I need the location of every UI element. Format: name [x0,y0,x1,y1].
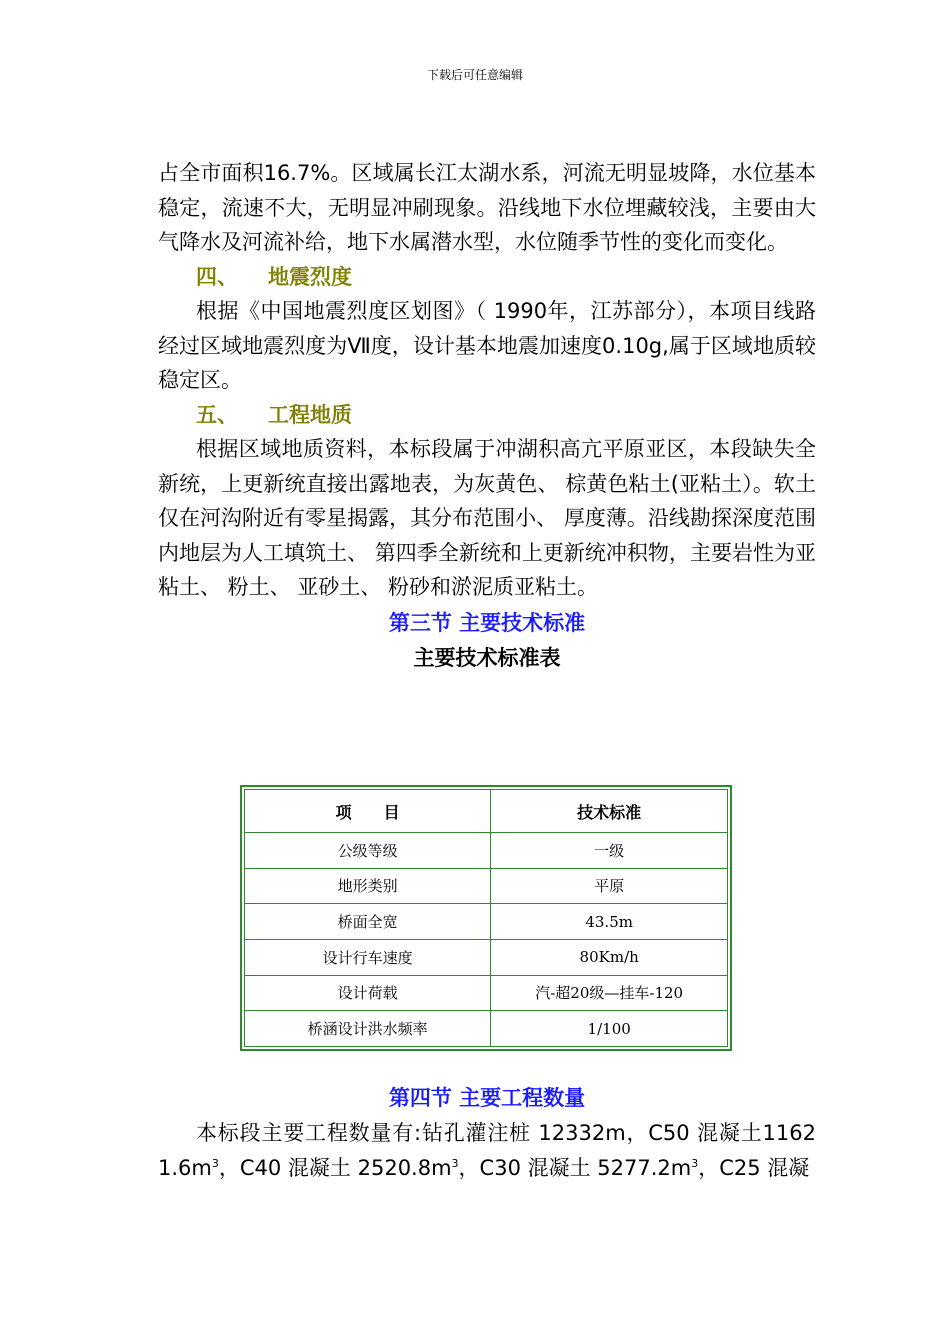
table-cell: 平原 [491,868,728,904]
table-row [245,1011,728,1047]
seismic-paragraph: 根据《中国地震烈度区划图》（ 1990年，江苏部分），本项目线路经过区域地震烈度为Ⅶ度，设计基本地震加速度0.10g,属于区域地质较稳定区。 [158,299,816,392]
table-header-row [245,790,728,833]
quantity-value: 2520.8m [357,1155,452,1180]
section-5-number: 五、 [196,402,238,427]
geology-paragraph: 根据区域地质资料，本标段属于冲湖积高亢平原亚区，本段缺失全新统，上更新统直接出露地表，为灰黄色、 棕黄色粘土(亚粘土）。软土仅在河沟附近有零星揭露，其分布范围小、 厚度薄。沿线勘探深度范围内地层为人工填筑土、 第四季全新统和上更新统冲积物，主要岩性为亚粘土、 粉土、 亚砂土、 粉砂和淤泥质亚粘土。 [158,437,816,599]
section-4-title: 地震烈度 [268,264,352,289]
section-4-number: 四、 [196,264,238,289]
unit-superscript: 3 [211,1156,219,1170]
tech-standards-table [244,789,728,1047]
unit-superscript: 3 [451,1156,459,1170]
table-cell: 设计行车速度 [245,939,491,975]
table-row [245,868,728,904]
page-header-note: 下载后可任意编辑 [426,68,523,82]
quantities-section [158,1080,816,1185]
section-4b-heading: 第四节 主要工程数量 [388,1086,586,1110]
section-4-heading [158,260,816,295]
section-5-heading [158,398,816,433]
quantity-value: 5277.2m [597,1155,692,1180]
quantity-separator: ，C40 混凝土 [218,1155,358,1180]
header-item: 项 目 [245,790,491,833]
table-cell: 设计荷载 [245,975,491,1011]
table-cell: 桥面全宽 [245,904,491,940]
table-cell: 43.5m [491,904,728,940]
water-paragraph: 占全市面积16.7%。区域属长江太湖水系，河流无明显坡降，水位基本稳定，流速不大，无明显冲刷现象。沿线地下水位埋藏较浅，主要由大气降水及河流补给，地下水属潜水型，水位随季节性的变化而变化。 [158,161,816,254]
table-row [245,904,728,940]
table-row [245,939,728,975]
table-title: 主要技术标准表 [413,645,561,670]
document-body [158,156,816,675]
quantity-separator: ，C30 混凝土 [458,1155,598,1180]
table-cell: 1/100 [491,1011,728,1047]
quantity-value: 11621.6m [158,1121,816,1180]
table-cell: 地形类别 [245,868,491,904]
quantity-separator: ，C25 混凝 [698,1155,810,1180]
tech-standards-table-frame [240,785,732,1051]
quantities-intro: 本标段主要工程数量有:钻孔灌注桩 12332m，C50 混凝土 [196,1121,763,1145]
section-5-title: 工程地质 [268,402,352,427]
section-3-heading: 第三节 主要技术标准 [388,610,586,635]
table-cell: 汽-超20级—挂车-120 [491,975,728,1011]
table-row [245,833,728,869]
table-cell: 一级 [491,833,728,869]
unit-superscript: 3 [691,1156,699,1170]
quantities-paragraph [158,1116,816,1185]
header-standard: 技术标准 [491,790,728,833]
table-cell: 桥涵设计洪水频率 [245,1011,491,1047]
table-cell: 80Km/h [491,939,728,975]
table-row [245,975,728,1011]
table-cell: 公级等级 [245,833,491,869]
